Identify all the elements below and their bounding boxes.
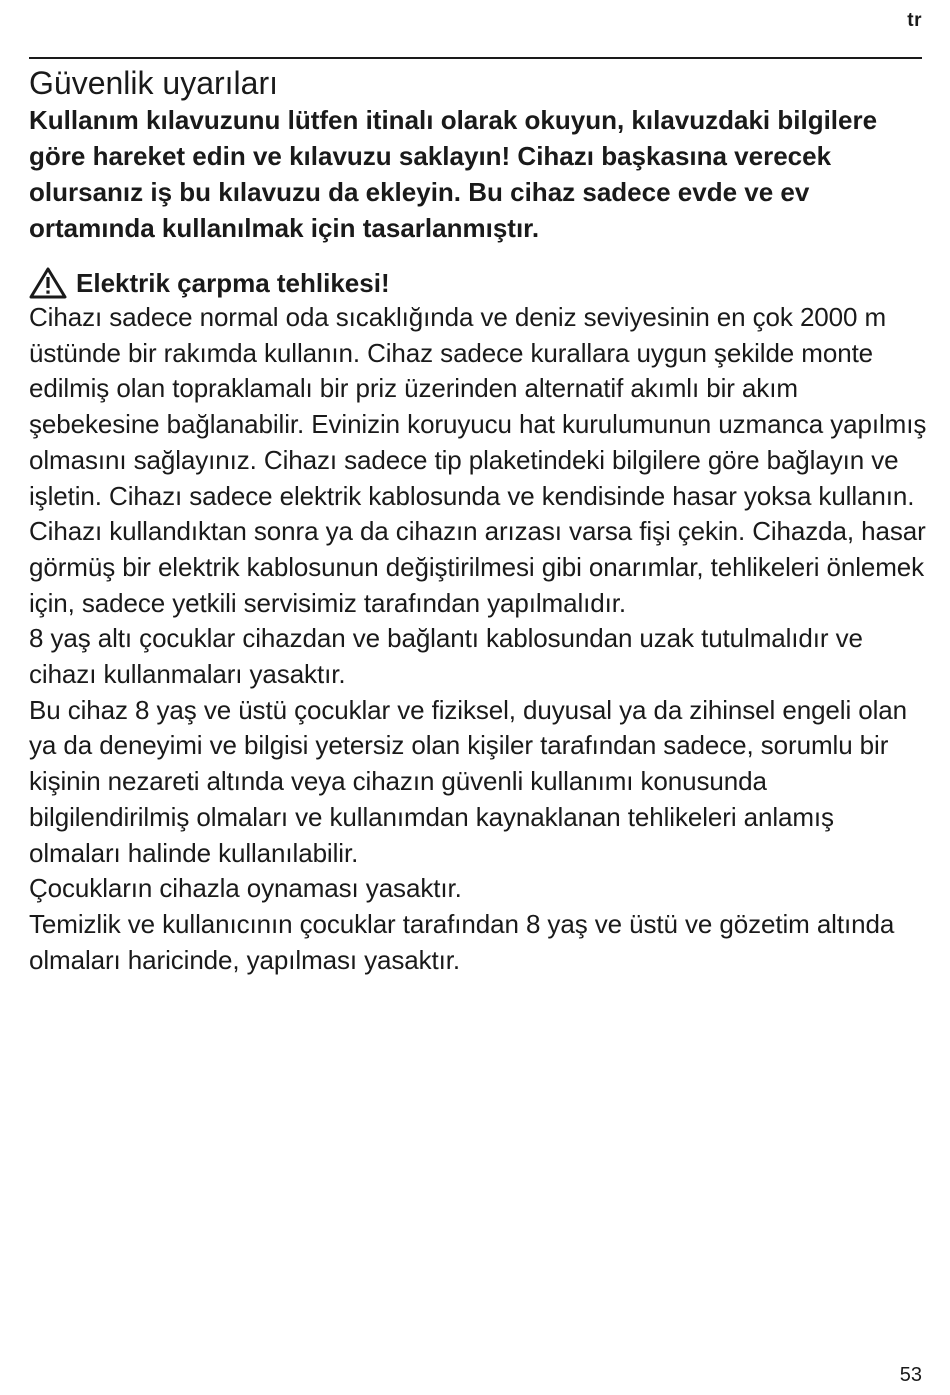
warning-heading bbox=[29, 266, 927, 300]
warning-heading-text: Elektrik çarpma tehlikesi! bbox=[76, 268, 390, 298]
warning-paragraph-installation: Cihazı sadece normal oda sıcaklığında ve deniz seviyesinin en çok 2000 m üstünde bir rakımda kullanın. Cihaz sadece kurallara uygun şekilde monte edilmiş olan topraklamalı bir priz üzerinden alternatif akımlı bir akım şebekesine bağlanabilir. Evinizin koruyucu hat kurulumunun uzmanca yapılmış olmasını sağlayınız. Cihazı sadece tip plaketindeki bilgilere göre bağlayın ve işletin. Cihazı sadece elektrik kablosunda ve kendisinde hasar yoksa kullanın. Cihazı kullandıktan sonra ya da cihazın arızası varsa fişi çekin. Cihazda, hasar görmüş bir elektrik kablosunun değiştirilmesi gibi onarımlar, tehlikeleri önlemek için, sadece yetkili servisimiz tarafından yapılmalıdır. bbox=[29, 302, 927, 618]
warning-paragraph-cleaning: Temizlik ve kullanıcının çocuklar tarafından 8 yaş ve üstü ve gözetim altında olmaları haricinde, yapılması yasaktır. bbox=[29, 908, 895, 975]
page-number: 53 bbox=[899, 1364, 922, 1386]
warning-paragraph-supervision: Bu cihaz 8 yaş ve üstü çocuklar ve fiziksel, duyusal ya da zihinsel engeli olan ya da deneyimi ve bilgisi yetersiz olan kişiler tarafından sadece, sorumlu bir kişinin nezareti altında veya cihazın güvenli kullanımı konusunda bilgilendirilmiş olmaları ve kullanımdan kaynaklanan tehlikeleri anlamış olmaları halinde kullanılabilir. bbox=[29, 694, 908, 868]
warning-paragraph-children-under-8: 8 yaş altı çocuklar cihazdan ve bağlantı kablosundan uzak tutulmalıdır ve cihazı kullanmaları yasaktır. bbox=[29, 623, 863, 690]
warning-paragraph-no-playing: Çocukların cihazla oynaması yasaktır. bbox=[29, 873, 462, 904]
section-title: Güvenlik uyarıları bbox=[29, 65, 278, 101]
language-tag: tr bbox=[907, 10, 922, 31]
intro-paragraph: Kullanım kılavuzunu lütfen itinalı olarak okuyun, kılavuzdaki bilgilere göre hareket edin ve kılavuzu saklayın! Cihazı başkasına verecek olursanız iş bu kılavuzu da ekleyin. Bu cihaz sadece evde ve ev ortamında kullanılmak için tasarlanmıştır. bbox=[29, 105, 878, 243]
warning-triangle-icon bbox=[29, 267, 67, 299]
header-rule bbox=[29, 57, 922, 59]
safety-section bbox=[29, 64, 927, 978]
